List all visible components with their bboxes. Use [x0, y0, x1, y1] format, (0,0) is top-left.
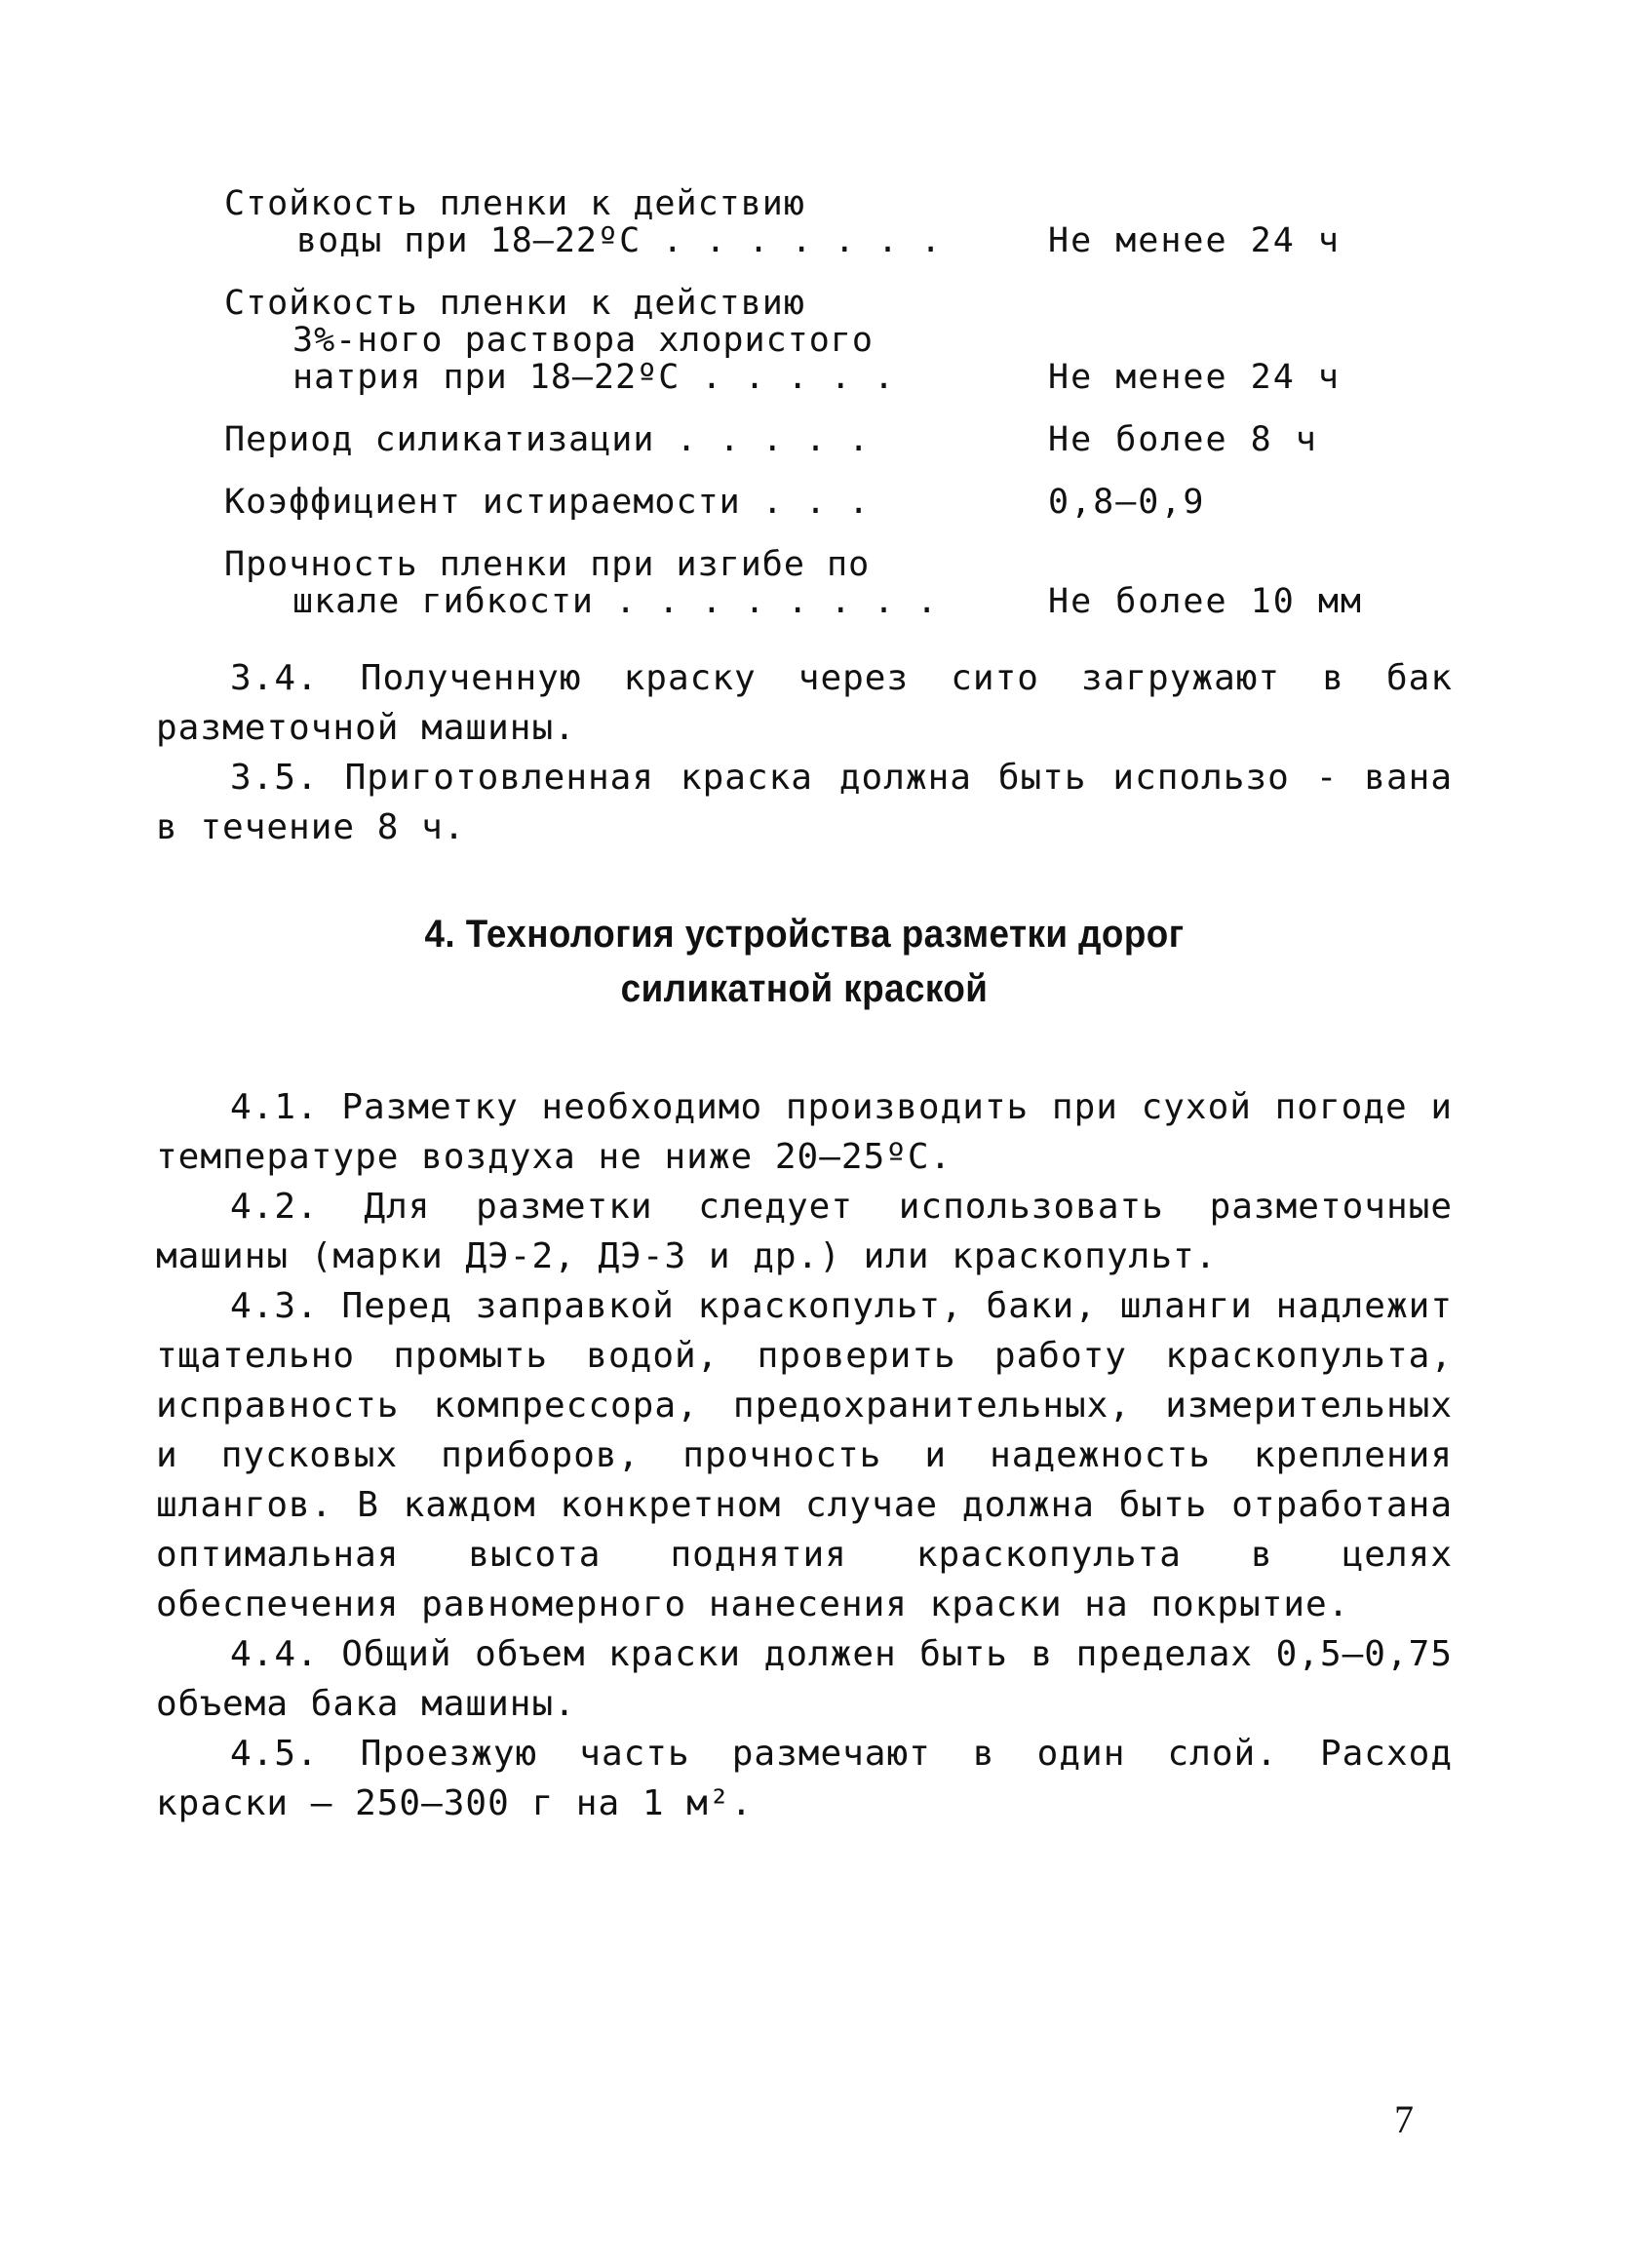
property-name-line: натрия при 18–22ºС . . . . . — [292, 358, 896, 397]
paragraph-text: 4.5. Проезжую часть размечают в один слой. Расход краски – 250–300 г на 1 м². — [156, 1734, 1453, 1823]
property-name-line: Стойкость пленки к действию — [224, 184, 805, 223]
property-value: Не менее 24 ч — [1048, 221, 1341, 260]
property-row — [224, 185, 1433, 259]
property-value: Не менее 24 ч — [1048, 358, 1341, 397]
property-name-line: Стойкость пленки к действию — [224, 284, 805, 323]
section-heading-line: силикатной краской — [620, 967, 989, 1010]
paragraph — [156, 1281, 1453, 1629]
section-heading — [208, 907, 1401, 1016]
paragraph-text: 3.4. Полученную краску через сито загружают в бак разметочной машины. — [156, 658, 1453, 748]
property-name-line: шкале гибкости . . . . . . . . — [292, 582, 939, 621]
paragraph — [156, 1729, 1453, 1828]
property-row — [224, 484, 1433, 521]
property-name — [224, 185, 994, 259]
paragraph-text: 4.2. Для разметки следует использовать разметочные машины (марки ДЭ-2, ДЭ-3 и др.) или краскопульт. — [156, 1187, 1453, 1276]
property-name-line: воды при 18–22ºС . . . . . . . — [296, 221, 943, 260]
property-name-line: 3%-ного раствора хлористого — [292, 321, 874, 360]
property-name — [224, 546, 994, 620]
paragraph — [156, 1082, 1453, 1182]
paragraph-text: 4.1. Разметку необходимо производить при сухой погоде и температуре воздуха не ниже 20–25ºС. — [156, 1087, 1453, 1177]
paragraph — [156, 653, 1453, 753]
paragraph-text: 4.3. Перед заправкой краскопульт, баки, шланги надлежит тщательно промыть водой, проверить работу краскопульта, исправность компрессора, предохранительных, измерительных и пусковых приборов, прочность и надежность крепления шлангов. В каждом конкретном случае должна быть отработана оптимальная высота поднятия краскопульта в целях обеспечения равномерного нанесения краски на покрытие. — [156, 1286, 1453, 1624]
section-4-paragraphs — [156, 1082, 1453, 1828]
paragraph — [156, 1182, 1453, 1281]
property-name-line: Прочность пленки при изгибе по — [224, 545, 871, 584]
property-name — [224, 421, 994, 458]
properties-table — [224, 185, 1433, 645]
property-value: Не более 8 ч — [1048, 420, 1318, 459]
property-name — [224, 285, 994, 396]
property-value: 0,8–0,9 — [1048, 483, 1206, 522]
paragraph-text: 3.5. Приготовленная краска должна быть использо - вана в течение 8 ч. — [156, 758, 1453, 847]
property-name-line: Коэффициент истираемости . . . — [224, 483, 871, 522]
section-3-paragraphs — [156, 653, 1453, 852]
property-value: Не более 10 мм — [1048, 582, 1364, 621]
paragraph-text: 4.4. Общий объем краски должен быть в пределах 0,5–0,75 объема бака машины. — [156, 1634, 1453, 1724]
property-name-line: Период силикатизации . . . . . — [224, 420, 871, 459]
page-number: 7 — [1394, 2097, 1414, 2141]
property-row — [224, 285, 1433, 396]
property-row — [224, 421, 1433, 458]
paragraph — [156, 753, 1453, 852]
property-name — [224, 484, 994, 521]
section-heading-line: 4. Технология устройства разметки дорог — [424, 913, 1185, 956]
paragraph — [156, 1629, 1453, 1729]
property-row — [224, 546, 1433, 620]
